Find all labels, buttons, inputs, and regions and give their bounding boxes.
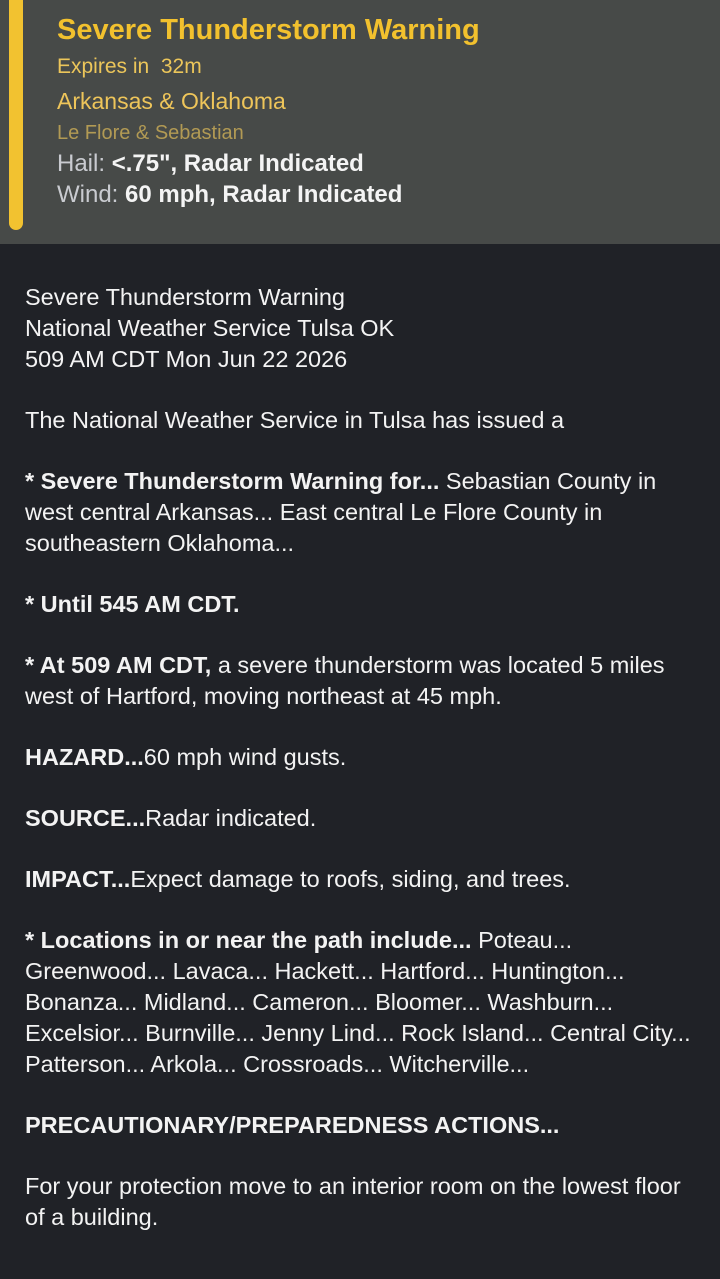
heading-line-3: 509 AM CDT Mon Jun 22 2026 [25,346,348,372]
wind-value: 60 mph, Radar Indicated [125,181,403,208]
wind-label: Wind: [57,181,119,208]
alert-heading-block [25,282,700,375]
expires-label: Expires in [57,55,150,78]
heading-line-2: National Weather Service Tulsa OK [25,315,395,341]
hazard-text: 60 mph wind gusts. [143,744,347,770]
precaution-heading-paragraph [25,1110,700,1141]
source-text: Radar indicated. [145,805,317,831]
at-label: * At 509 AM CDT, [25,652,212,678]
warning-for-text: Sebastian County in west central Arkansas... East central Le Flore County in southeastern Oklahoma... [25,468,657,556]
alert-full-text [0,244,720,1233]
locations-label: * Locations in or near the path include... [25,927,472,953]
impact-text: Expect damage to roofs, siding, and trees. [130,866,571,892]
precaution-heading: PRECAUTIONARY/PREPAREDNESS ACTIONS... [25,1112,560,1138]
source-paragraph [25,803,700,834]
hail-label: Hail: [57,150,106,177]
affected-counties: Le Flore & Sebastian [57,122,244,144]
precaution-text: For your protection move to an interior room on the lowest floor of a building. [25,1173,681,1230]
warning-for-paragraph [25,466,700,559]
locations-text: Poteau... Greenwood... Lavaca... Hackett... Hartford... Huntington... Bonanza... Midland... Cameron... Bloomer... Washburn... Excelsior... Burnville... Jenny Lind... Rock Island... Central City... Patterson... Arkola... Crossroads... Witcherville... [25,927,691,1077]
at-paragraph [25,650,700,712]
hazard-label: HAZARD... [25,744,144,770]
hail-value: <.75", Radar Indicated [111,150,364,177]
expires-value: 32m [160,55,202,78]
until-text: * Until 545 AM CDT. [25,591,240,617]
warning-for-label: * Severe Thunderstorm Warning for... [25,468,440,494]
expires-countdown [57,51,720,83]
alert-summary-card[interactable] [0,0,720,244]
heading-line-1: Severe Thunderstorm Warning [25,284,346,310]
until-paragraph [25,589,700,620]
hazard-paragraph [25,742,700,773]
impact-label: IMPACT... [25,866,131,892]
source-label: SOURCE... [25,805,146,831]
hail-detail [57,148,720,179]
locations-paragraph [25,925,700,1080]
alert-title: Severe Thunderstorm Warning [57,14,480,46]
severity-accent-bar [9,0,23,230]
wind-detail [57,179,720,210]
at-text: a severe thunderstorm was located 5 miles west of Hartford, moving northeast at 45 mph. [25,652,665,709]
affected-states: Arkansas & Oklahoma [57,88,286,114]
impact-paragraph [25,864,700,895]
issued-paragraph: The National Weather Service in Tulsa has issued a [25,407,565,433]
